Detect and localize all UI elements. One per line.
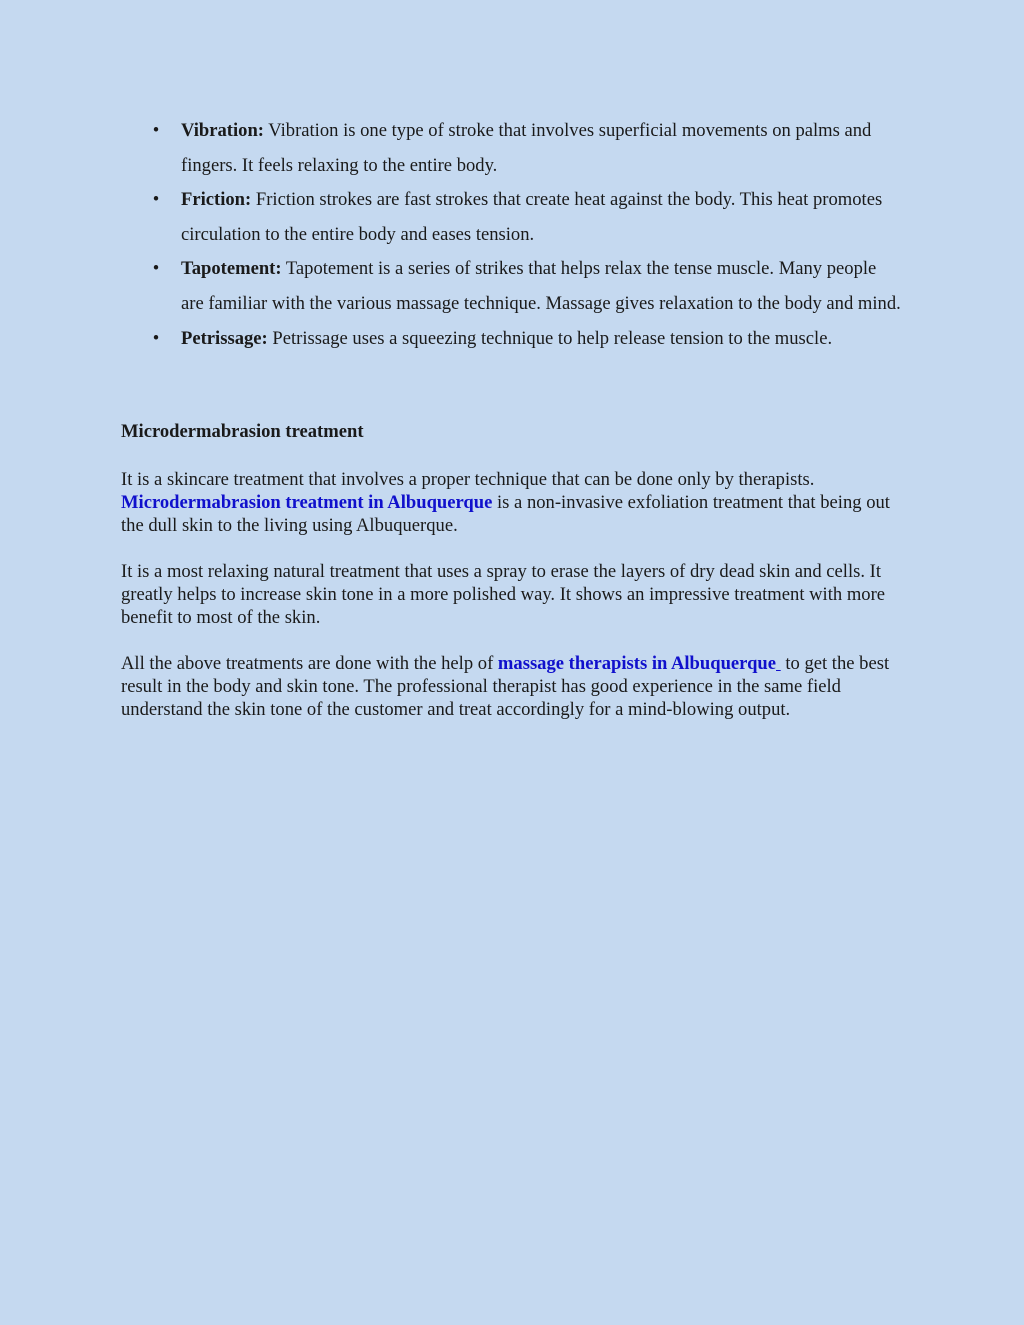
paragraph-text: It is a skincare treatment that involves a proper technique that can be done only by therapists. — [121, 469, 815, 490]
term-label: Friction: — [181, 189, 252, 211]
list-item-vibration — [0, 114, 901, 183]
list-item-friction — [0, 183, 901, 252]
microdermabrasion-link[interactable]: Microdermabrasion treatment in Albuquerque — [121, 492, 493, 513]
massage-strokes-list — [0, 114, 1024, 356]
link-label: massage therapists in Albuquerque — [497, 653, 777, 674]
term-description: Friction strokes are fast strokes that create heat against the body. This heat promotes circulation to the entire body and eases tension. — [181, 189, 883, 245]
bullet-icon: • — [152, 327, 160, 349]
paragraph-text: It is a most relaxing natural treatment that uses a spray to erase the layers of dry dead skin and cells. It greatly helps to increase skin tone in a more polished way. It shows an impressive treatment with more benefit to most of the skin. — [121, 561, 886, 628]
term-description: Petrissage uses a squeezing technique to help release tension to the muscle. — [267, 327, 833, 349]
paragraph-conclusion — [121, 652, 891, 721]
term-label: Petrissage: — [181, 327, 268, 349]
bullet-icon: • — [152, 189, 160, 211]
paragraph-text: All the above treatments are done with the help of — [121, 653, 498, 674]
paragraph-benefits — [121, 560, 891, 629]
list-item-tapotement — [0, 252, 901, 321]
term-label: Tapotement: — [181, 258, 282, 280]
paragraph-text: is a non-invasive exfoliation treatment that being out the dull skin to the living using Albuquerque. — [121, 492, 890, 536]
paragraph-intro — [121, 468, 891, 537]
term-label: Vibration: — [181, 120, 264, 141]
section-heading: Microdermabrasion treatment — [121, 421, 364, 442]
bullet-icon: • — [152, 258, 160, 280]
bullet-icon: • — [152, 120, 160, 141]
term-description: Tapotement is a series of strikes that helps relax the tense muscle. Many people are familiar with the various massage technique. Massage gives relaxation to the body and mind. — [181, 258, 901, 314]
paragraph-text: to get the best result in the body and skin tone. The professional therapist has good experience in the same field understand the skin tone of the customer and treat accordingly for a mind-blowing output. — [121, 653, 890, 720]
massage-therapists-link[interactable] — [498, 653, 781, 674]
list-item-petrissage — [0, 322, 901, 357]
term-description: Vibration is one type of stroke that involves superficial movements on palms and fingers. It feels relaxing to the entire body. — [181, 120, 872, 176]
